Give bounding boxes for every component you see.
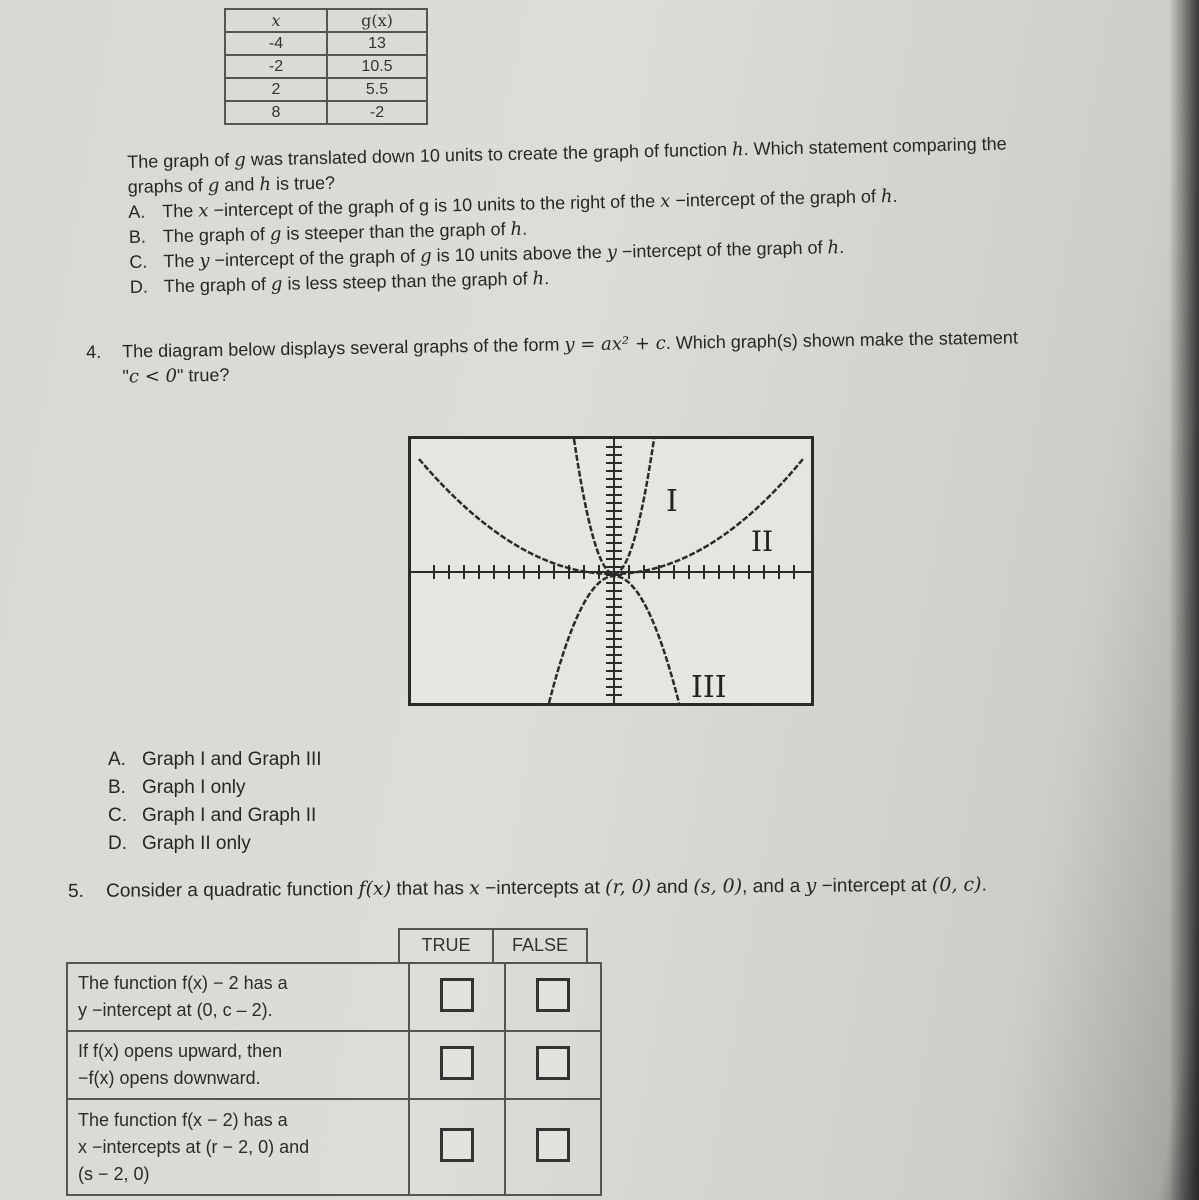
option-math: y (199, 250, 210, 272)
true-cell (409, 1031, 505, 1099)
q5-text: Consider a quadratic function (106, 878, 359, 902)
q4-option-b[interactable] (108, 774, 322, 802)
option-math: x (659, 190, 671, 212)
option-letter: D. (108, 833, 127, 854)
q4-option-d[interactable] (108, 830, 322, 858)
q3-text: and (219, 174, 260, 196)
false-checkbox[interactable] (536, 1128, 570, 1162)
option-text: Graph I and Graph II (142, 805, 317, 826)
q4-option-c[interactable] (108, 802, 322, 830)
option-text: −intercept of the graph of (209, 245, 421, 271)
q5-math: y (805, 874, 817, 897)
question-5 (68, 874, 987, 903)
option-letter: A. (128, 201, 146, 222)
true-checkbox[interactable] (440, 1128, 474, 1162)
q5-text: −intercept at (816, 874, 932, 897)
paper-edge-shadow (1169, 0, 1199, 1200)
parabola-graph-svg (411, 439, 811, 703)
question-4 (86, 323, 1147, 390)
parabola-graph (408, 436, 814, 706)
table-cell: 13 (327, 32, 427, 55)
statement-line: y −intercept at (0, c – 2). (78, 1000, 273, 1020)
q3-text: The graph of (127, 149, 235, 172)
false-cell (505, 1031, 601, 1099)
table-cell: 5.5 (327, 78, 427, 101)
q4-text: . Which graph(s) shown make the statement (665, 327, 1019, 353)
option-letter: A. (108, 749, 126, 770)
table-row (67, 963, 601, 1031)
q5-math: x (469, 877, 481, 900)
option-text: Graph I and Graph III (142, 749, 322, 770)
option-text: . (521, 218, 528, 239)
option-text: Graph II only (142, 833, 251, 854)
q3-math: g (207, 175, 220, 197)
false-cell (505, 963, 601, 1031)
option-text: −intercept of the graph of (616, 237, 828, 262)
q4-inequality: c < 0 (128, 365, 178, 388)
q3-text: is true? (270, 172, 336, 194)
table-row (225, 101, 427, 124)
g-values-table (224, 8, 428, 125)
statement-line: The function f(x) − 2 has a (78, 973, 288, 993)
table-cell: 2 (225, 78, 327, 101)
table-row (67, 1099, 601, 1195)
option-letter: D. (129, 276, 149, 297)
table-row (225, 55, 427, 78)
statement-line: x −intercepts at (r − 2, 0) and (78, 1136, 310, 1157)
statement-cell (67, 1031, 409, 1099)
q5-math: (0, c) (931, 873, 982, 896)
option-text: . (892, 185, 898, 206)
table-header-gx: g(x) (327, 9, 427, 32)
q5-text: that has (391, 878, 470, 900)
question-number: 4. (86, 341, 102, 362)
statement-line: If f(x) opens upward, then (78, 1041, 283, 1061)
true-checkbox[interactable] (440, 1046, 474, 1080)
false-checkbox[interactable] (536, 1046, 570, 1080)
option-math: h (532, 268, 545, 290)
graph-label-iii: III (691, 670, 727, 703)
graph-label-ii: II (751, 525, 774, 558)
option-text: −intercept of the graph of (670, 186, 882, 211)
true-cell (409, 1099, 505, 1195)
option-math: h (827, 237, 840, 259)
option-math: h (880, 185, 893, 208)
q3-text: . Which statement comparing the (743, 133, 1007, 160)
q5-text: and (651, 876, 694, 898)
q4-text: " true? (176, 364, 230, 386)
false-checkbox[interactable] (536, 978, 570, 1012)
table-row (225, 78, 427, 101)
option-math: g (419, 245, 432, 267)
tf-header-true: TRUE (398, 928, 494, 962)
option-text: The (162, 200, 199, 222)
table-cell: 10.5 (327, 55, 427, 78)
q5-text: −intercepts at (479, 877, 606, 900)
option-math: y (606, 241, 618, 263)
table-cell: 8 (225, 101, 327, 124)
option-letter: C. (129, 251, 148, 272)
option-math: g (269, 223, 282, 246)
q4-equation: y = ax² + c (564, 332, 666, 356)
q5-text: , and a (742, 875, 806, 898)
graph-label-i: I (666, 484, 678, 519)
option-text: The (163, 250, 200, 272)
q3-text: was translated down 10 units to create the graph of function (245, 139, 733, 170)
option-text: . (543, 268, 550, 289)
q3-text: graphs of (127, 175, 209, 197)
question-3 (127, 129, 1120, 300)
q5-math: (s, 0) (693, 875, 743, 898)
option-math: x (198, 200, 209, 222)
option-text: The graph of (162, 224, 271, 247)
option-letter: B. (128, 226, 147, 247)
statement-cell (67, 1099, 409, 1195)
q4-option-a[interactable] (108, 746, 322, 774)
option-text: is less steep than the graph of (282, 268, 533, 294)
statement-line: −f(x) opens downward. (78, 1068, 261, 1088)
option-math: h (510, 218, 523, 240)
q5-text: . (981, 874, 987, 896)
true-false-table (66, 962, 602, 1196)
option-text: is 10 units above the (431, 241, 607, 266)
q4-text: The diagram below displays several graphs of the form (122, 334, 565, 362)
option-text: is steeper than the graph of (281, 218, 511, 244)
statement-line: The function f(x − 2) has a (78, 1109, 288, 1130)
option-letter: B. (108, 777, 126, 798)
table-row (67, 1031, 601, 1099)
table-cell: -2 (327, 101, 427, 124)
statement-cell (67, 963, 409, 1031)
tf-header-false: FALSE (492, 928, 588, 962)
option-text: . (838, 237, 845, 258)
option-letter: C. (108, 805, 127, 826)
false-cell (505, 1099, 601, 1195)
option-text: −intercept of the graph of g is 10 units to the right of the (208, 190, 661, 221)
q3-math: h (731, 139, 744, 161)
table-row (225, 32, 427, 55)
option-text: Graph I only (142, 777, 246, 798)
option-math: g (270, 273, 283, 296)
table-cell: -4 (225, 32, 327, 55)
q3-math: g (234, 149, 247, 171)
q5-math: (r, 0) (605, 875, 652, 899)
graph-ii-curve (419, 459, 803, 574)
q3-math: h (259, 173, 272, 196)
q4-options (108, 746, 322, 858)
q4-text: " (122, 366, 130, 387)
option-text: The graph of (163, 274, 272, 297)
true-cell (409, 963, 505, 1031)
true-checkbox[interactable] (440, 978, 474, 1012)
statement-line: (s − 2, 0) (78, 1163, 150, 1184)
question-number: 5. (68, 880, 85, 902)
table-cell: -2 (225, 55, 327, 78)
table-header-x: x (225, 9, 327, 32)
q5-math: f(x) (358, 877, 392, 900)
